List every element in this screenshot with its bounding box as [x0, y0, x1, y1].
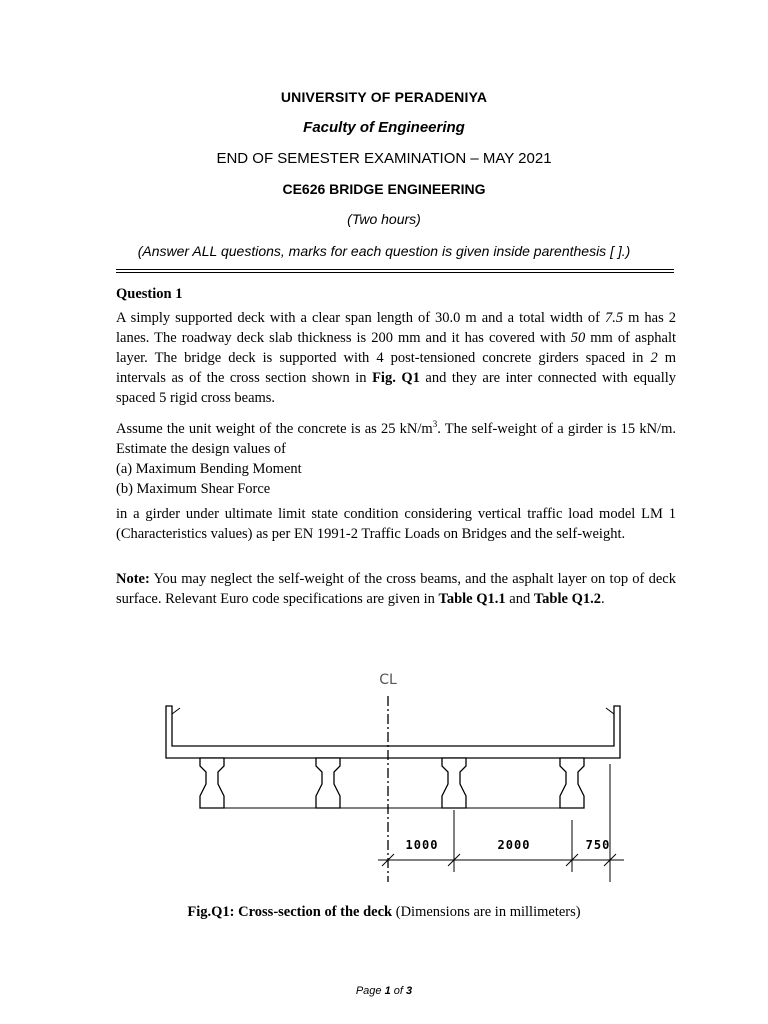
- center-line-label: CL: [379, 672, 397, 688]
- para1-text-2: m has 2 lanes. The roadway deck slab thickness is 200 mm and it has covered with: [116, 310, 677, 346]
- table-reference-1: Table Q1.1: [438, 591, 506, 607]
- para1-text-5: and they are inter connected with equally spaced 5 rigid cross beams.: [116, 370, 676, 406]
- dimension-label-3: 750: [585, 838, 611, 852]
- girder-3: [442, 758, 466, 808]
- course-title: CE626 BRIDGE ENGINEERING: [282, 181, 486, 197]
- para1-text-3: mm of asphalt layer. The bridge deck is supported with 4 post-tensioned concrete girders spaced in: [116, 330, 676, 366]
- university-name: UNIVERSITY OF PERADENIYA: [280, 89, 488, 105]
- question-paragraph-2: [116, 414, 676, 459]
- header-rule-top: [116, 269, 674, 270]
- question-paragraph-3: [116, 504, 676, 544]
- faculty-name: Faculty of Engineering: [303, 119, 465, 136]
- deck-slab-outline: [166, 706, 620, 758]
- question-title: Question 1: [116, 286, 183, 302]
- question-paragraph-1: [116, 308, 676, 408]
- question-note: [116, 569, 676, 609]
- girder-2: [316, 758, 340, 808]
- table-reference-2: Table Q1.2: [533, 591, 601, 607]
- header-rule-bottom: [116, 272, 674, 273]
- para3-text: in a girder under ultimate limit state condition considering vertical traffic load model LM 1 (Characteristics values) as per EN 1991-2 Traffic Loads on Bridges and the self-weight.: [116, 506, 676, 542]
- dimension-label-2: 2000: [497, 838, 531, 852]
- girder-spacing-value: 2: [650, 350, 658, 366]
- para1-text-4: m intervals as of the cross section shown in: [116, 350, 676, 386]
- exam-instructions: (Answer ALL questions, marks for each question is given inside parenthesis [ ].): [137, 243, 631, 259]
- item-shear-force: (b) Maximum Shear Force: [116, 481, 271, 497]
- exam-duration: (Two hours): [347, 211, 421, 227]
- note-label: Note:: [116, 571, 150, 587]
- girder-1: [200, 758, 224, 808]
- asphalt-thickness-value: 50: [570, 330, 586, 346]
- deck-width-value: 7.5: [605, 310, 624, 326]
- footer-total-pages: 3: [406, 985, 413, 997]
- dimension-label-1: 1000: [405, 838, 439, 852]
- note-text-3: .: [601, 591, 605, 607]
- para1-text-1: A simply supported deck with a clear span length of 30.0 m and a total width of: [116, 310, 605, 326]
- girder-4: [560, 758, 584, 808]
- question-items: [116, 459, 676, 499]
- note-text-1: You may neglect the self-weight of the cross beams, and the asphalt layer on top of deck surface. Relevant Euro code specifications are given in: [116, 571, 676, 607]
- exam-title: END OF SEMESTER EXAMINATION – MAY 2021: [216, 150, 552, 167]
- para2-text-2: . The self-weight of a girder is 15 kN/m. Estimate the design values of: [116, 420, 676, 457]
- footer-page-number: 1: [384, 985, 391, 997]
- deck-cross-section-diagram: [150, 660, 640, 890]
- figure-caption: [0, 904, 768, 921]
- right-parapet-chamfer: [606, 708, 614, 714]
- note-text-2: and: [505, 591, 534, 607]
- figure-caption-note: (Dimensions are in millimeters): [392, 904, 581, 920]
- cubic-superscript: 3: [432, 419, 438, 429]
- left-parapet-chamfer: [172, 708, 180, 714]
- figure-caption-title: Fig.Q1: Cross-section of the deck: [187, 904, 393, 920]
- footer-of-word: of: [390, 985, 407, 997]
- page-footer: [0, 985, 768, 997]
- para2-text-1: Assume the unit weight of the concrete is as 25 kN/m: [116, 420, 433, 437]
- footer-page-word: Page: [355, 985, 385, 997]
- figure-reference: Fig. Q1: [372, 370, 420, 386]
- item-bending-moment: (a) Maximum Bending Moment: [116, 461, 302, 477]
